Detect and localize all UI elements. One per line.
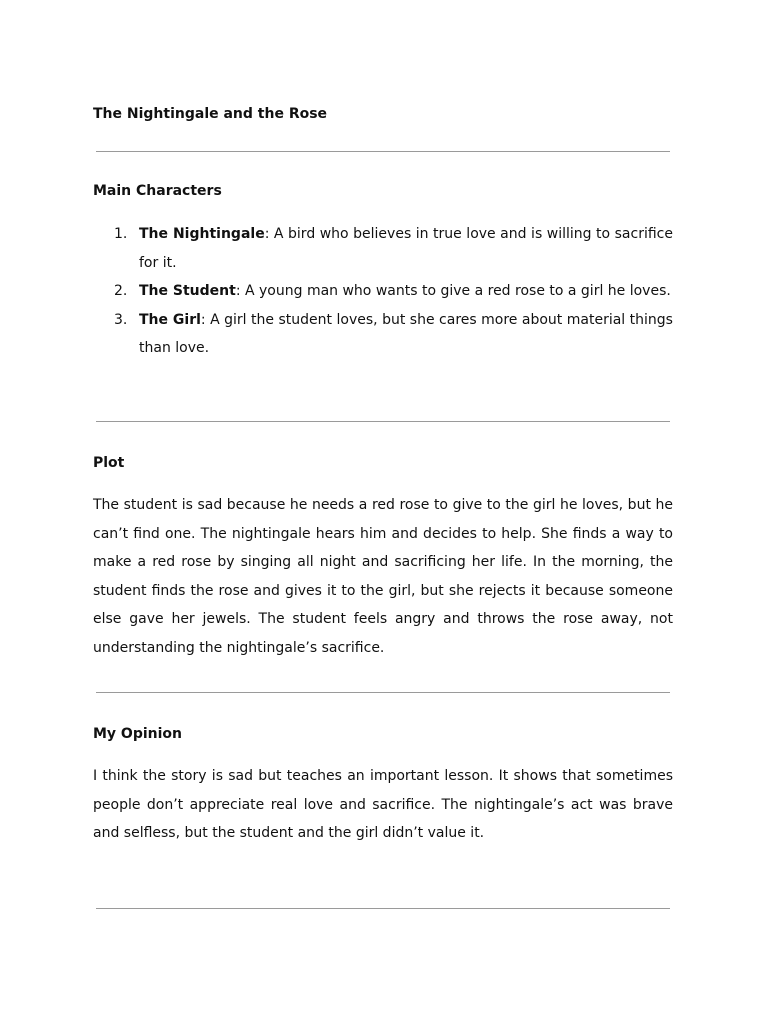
character-name: The Girl bbox=[139, 311, 201, 328]
main-characters-heading: Main Characters bbox=[93, 183, 222, 199]
section-divider bbox=[96, 692, 670, 693]
list-number: 2. bbox=[114, 283, 128, 299]
character-list bbox=[93, 220, 673, 363]
section-divider bbox=[96, 421, 670, 422]
character-separator: : bbox=[200, 311, 206, 328]
character-item-girl bbox=[93, 306, 673, 363]
character-item-nightingale bbox=[93, 220, 673, 277]
document-title: The Nightingale and the Rose bbox=[93, 106, 328, 122]
section-divider bbox=[96, 151, 670, 152]
character-description: A bird who believes in true love and is willing to sacrifice for it. bbox=[139, 226, 673, 271]
character-separator: : bbox=[264, 226, 270, 242]
character-name: The Student bbox=[139, 283, 236, 299]
section-divider bbox=[96, 908, 670, 909]
character-separator: : bbox=[235, 283, 241, 299]
opinion-paragraph: I think the story is sad but teaches an important lesson. It shows that sometimes people don’t appreciate real love and sacrifice. The nightingale’s act was brave and selfless, but the student and the girl didn’t value it. bbox=[93, 768, 673, 842]
character-description: A girl the student loves, but she cares more about material things than love. bbox=[139, 311, 673, 356]
list-number: 3. bbox=[114, 311, 128, 328]
character-item-student bbox=[93, 277, 673, 306]
list-number: 1. bbox=[114, 226, 128, 242]
character-description: A young man who wants to give a red rose to a girl he loves. bbox=[240, 283, 671, 299]
character-name: The Nightingale bbox=[139, 226, 265, 242]
plot-paragraph: The student is sad because he needs a red rose to give to the girl he loves, but he can’t find one. The nightingale hears him and decides to help. She finds a way to make a red rose by singing all night and sacrificing her life. In the morning, the student finds the rose and gives it to the girl, but she rejects it because someone else gave her jewels. The student feels angry and throws the rose away, not understanding the nightingale’s sacrifice. bbox=[93, 497, 673, 656]
plot-heading: Plot bbox=[93, 455, 125, 471]
opinion-heading: My Opinion bbox=[93, 726, 183, 742]
